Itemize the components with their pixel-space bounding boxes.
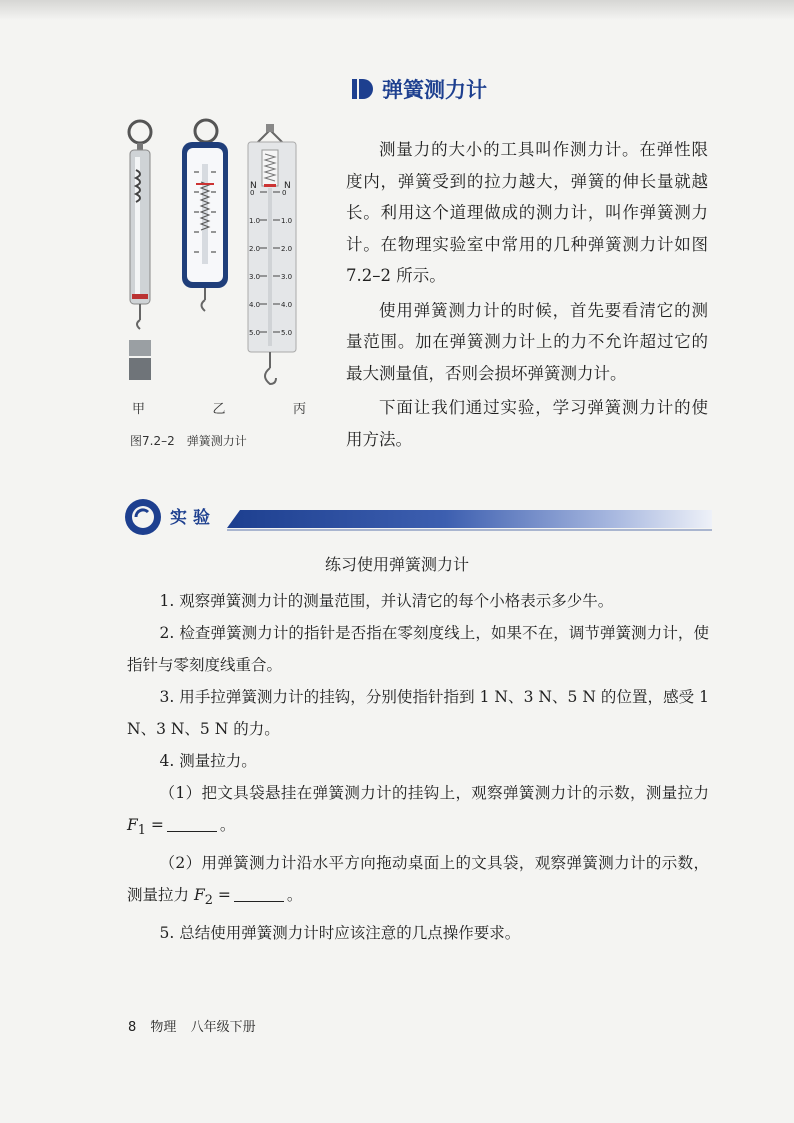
intro-paragraph: 测量力的大小的工具叫作测力计。在弹性限度内，弹簧受到的拉力越大，弹簧的伸长量就越长。利用这个道理做成的测力计，叫作弹簧测力计。在物理实验室中常用的几种弹簧测力计如图 7.2–2 所示。 [346,140,708,285]
equals-sign: = [150,816,164,834]
footer-subject: 物理 [150,1020,177,1035]
sentence-end: 。 [219,816,236,834]
sentence-end: 。 [286,886,303,905]
scale-a-image [129,121,151,380]
scale-b-image [182,120,228,311]
section-heading [352,74,487,104]
figure-caption: 图7.2–2 弹簧测力计 [130,434,247,448]
scale-tick-label: 4.0 [249,301,261,309]
figure-label-c: 丙 [292,402,306,417]
force-var-f1: F [127,816,138,834]
step-4-1 [127,777,709,847]
step-4-2-text: （2）用弹簧测力计沿水平方向拖动桌面上的文具袋，观察弹簧测力计的示数，测量拉力 [127,854,709,905]
figure-label-b: 乙 [212,402,226,417]
section-title: 弹簧测力计 [382,78,487,102]
step-1: 1. 观察弹簧测力计的测量范围，并认清它的每个小格表示多少牛。 [159,592,614,610]
scale-tick-label: 1.0 [249,217,261,225]
step-4: 4. 测量拉力。 [159,752,257,770]
step-4-2 [127,847,709,917]
scale-c-image [248,124,296,384]
page-footer [128,1016,256,1035]
spring-scales-illustration [110,112,320,402]
scale-unit-right: N [284,181,291,191]
figure-label-a: 甲 [132,402,146,417]
scale-tick-label: 1.0 [281,217,293,225]
step-2: 2. 检查弹簧测力计的指针是否指在零刻度线上，如果不在，调节弹簧测力计，使指针与零刻度线重合。 [127,624,709,674]
figure-labels [118,398,308,417]
intro-text [346,134,708,455]
footer-grade: 八年级下册 [190,1020,256,1035]
scale-tick-label: 5.0 [281,329,293,337]
scale-tick-label: 2.0 [281,245,293,253]
experiment-label: 实验 [170,508,216,528]
step-4-1-text: （1）把文具袋悬挂在弹簧测力计的挂钩上，观察弹簧测力计的示数，测量拉力 [159,784,709,802]
scale-tick-label: 4.0 [281,301,293,309]
scale-tick-label: 0 [282,189,287,197]
intro-paragraph: 下面让我们通过实验，学习弹簧测力计的使用方法。 [346,398,708,449]
force-var-f2: F [193,886,205,905]
force-sub-1: 1 [137,823,146,839]
equals-sign: = [217,886,231,905]
step-3: 3. 用手拉弹簧测力计的挂钩，分别使指针指到 1 N、3 N、5 N 的位置，感受 1 N、3 N、5 N 的力。 [127,688,709,738]
answer-blank-f2[interactable] [234,887,284,902]
page-number: 8 [128,1020,137,1035]
experiment-steps [127,585,709,949]
scale-tick-label: 0 [250,189,255,197]
scale-tick-label: 3.0 [249,273,261,281]
experiment-subtitle: 练习使用弹簧测力计 [324,555,469,574]
force-sub-2: 2 [204,893,213,909]
scale-tick-label: 3.0 [281,273,293,281]
page-edge [0,0,794,20]
scale-tick-label: 5.0 [249,329,261,337]
step-5: 5. 总结使用弹簧测力计时应该注意的几点操作要求。 [159,924,521,943]
intro-paragraph: 使用弹簧测力计的时候，首先要看清它的测量范围。加在弹簧测力计上的力不允许超过它的最大测量值，否则会损坏弹簧测力计。 [346,300,708,383]
scale-unit-left: N [250,181,257,191]
scale-tick-label: 2.0 [249,245,261,253]
section-marker-icon [352,77,374,101]
answer-blank-f1[interactable] [167,817,217,832]
